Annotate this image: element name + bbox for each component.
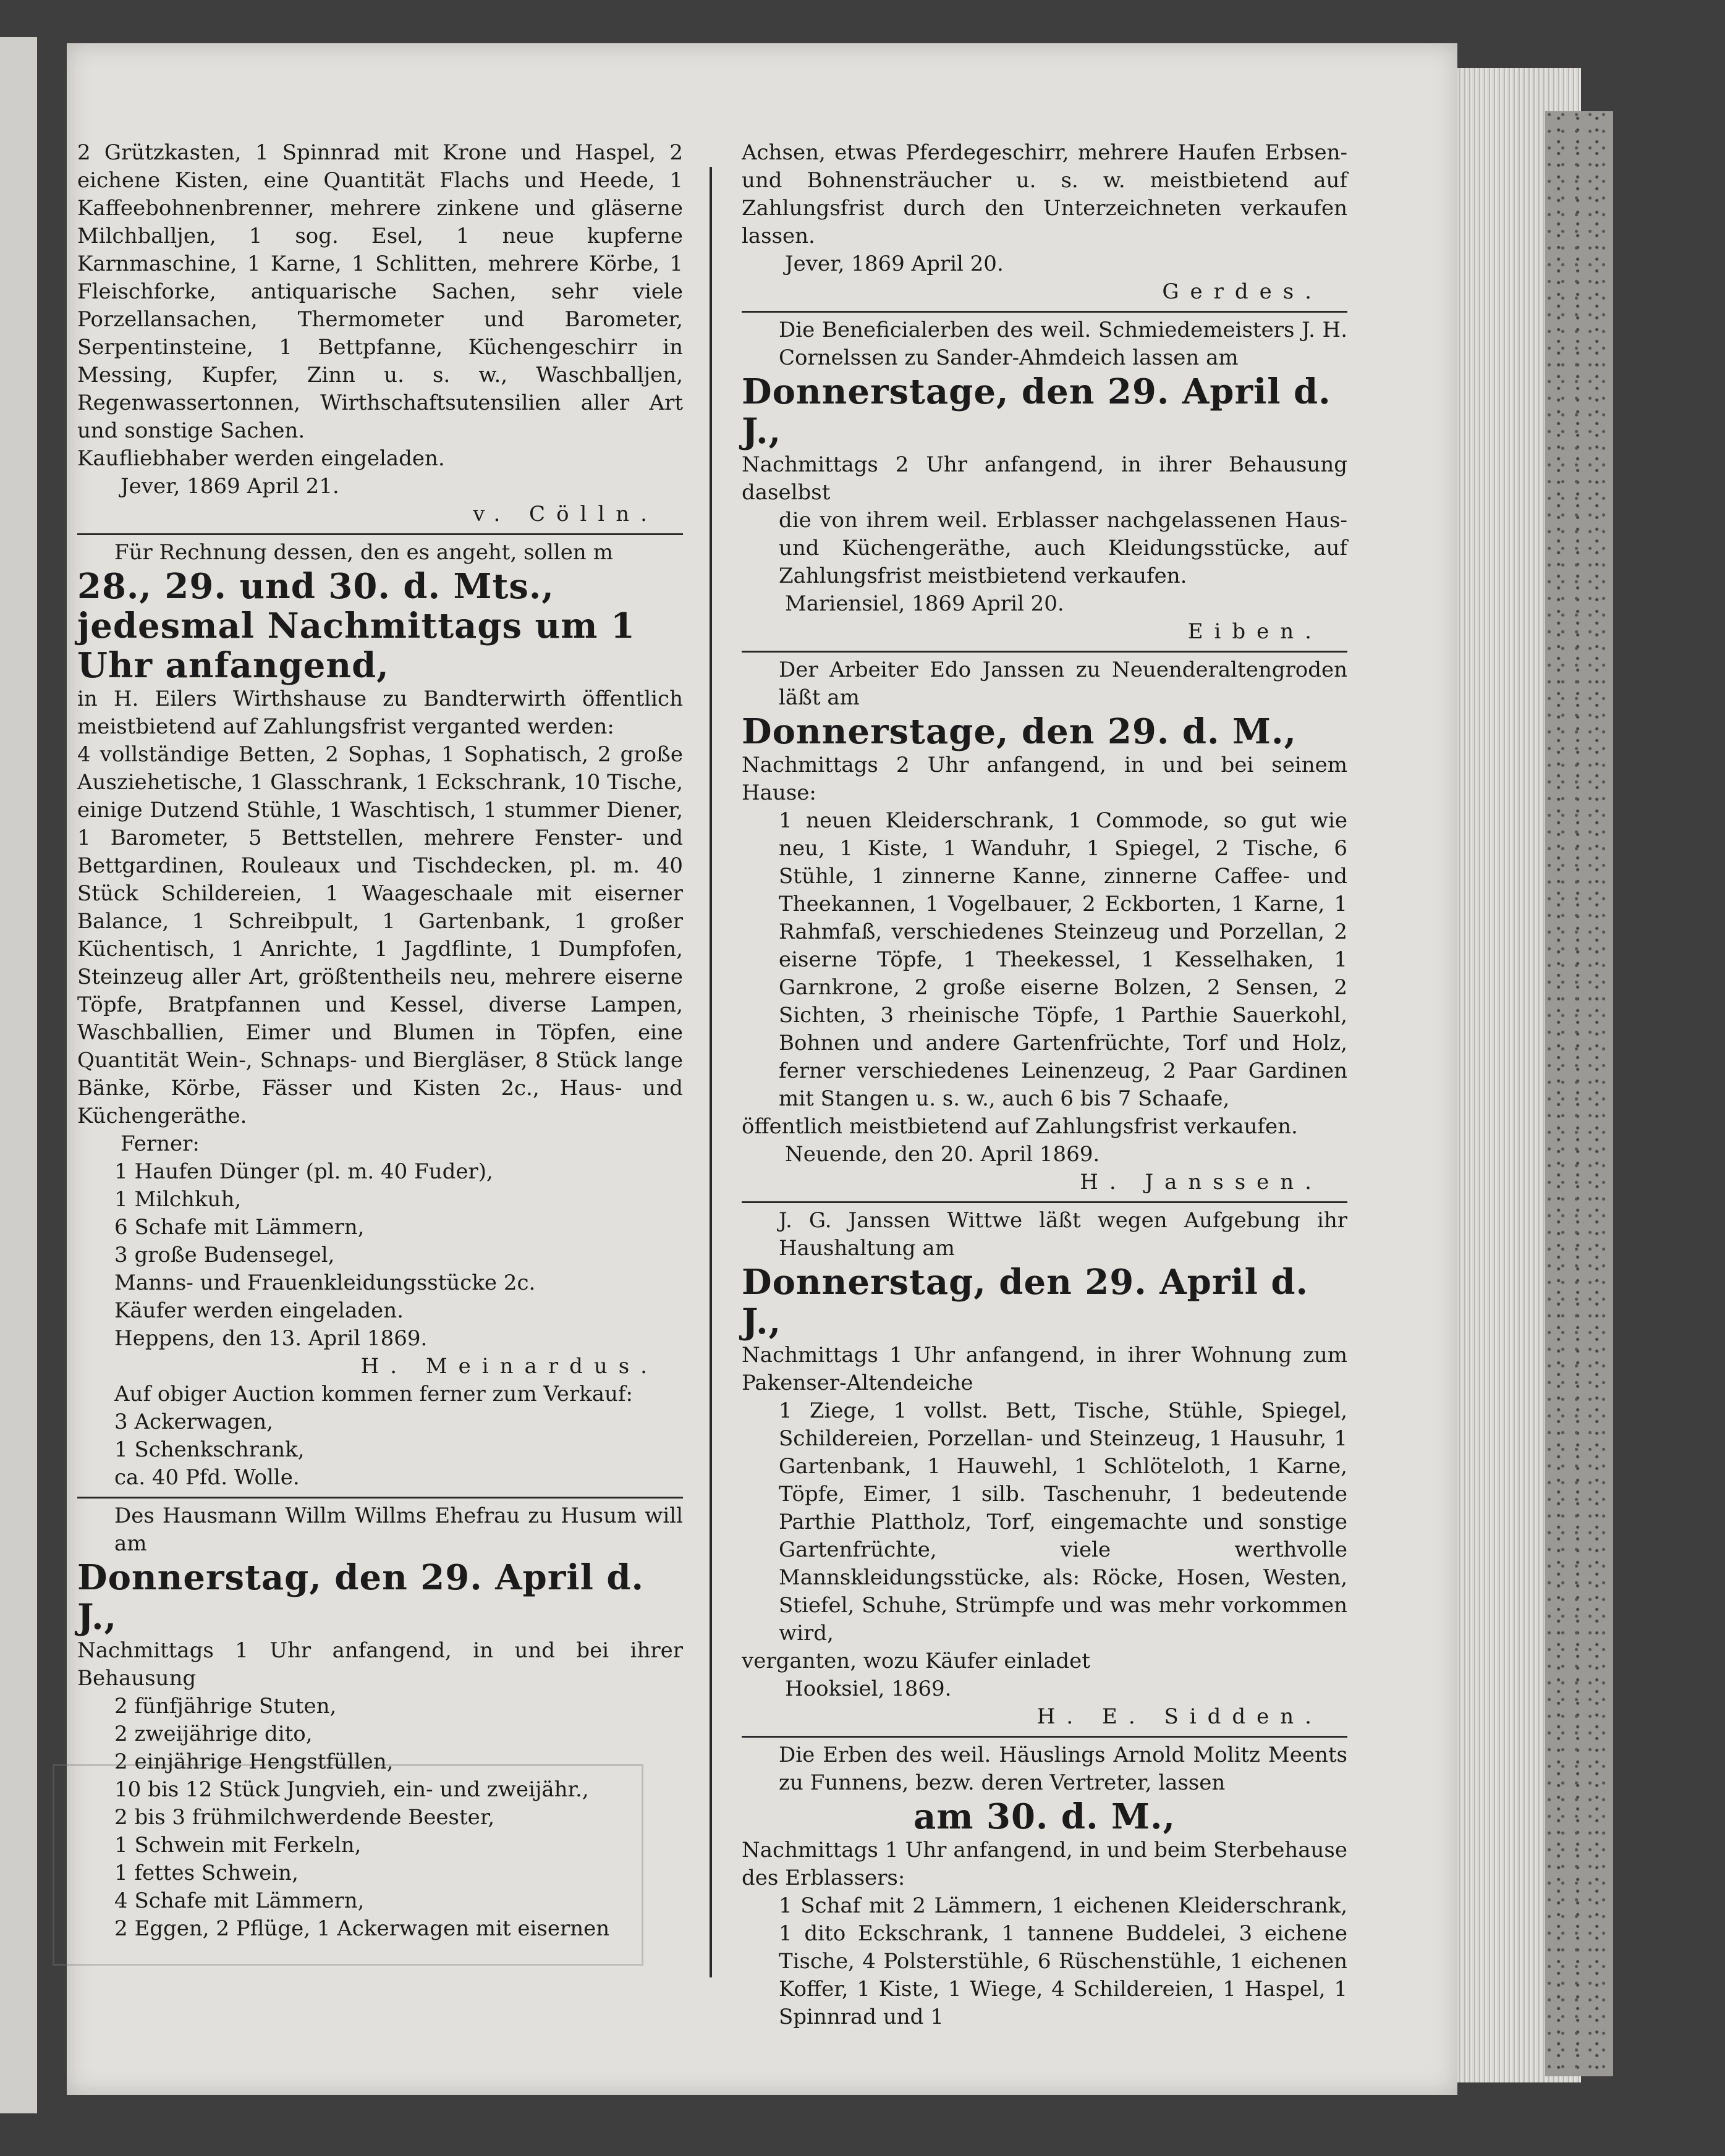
notice-item: 2 einjährige Hengstfüllen, xyxy=(114,1749,394,1774)
notice-intro: Für Rechnung dessen, den es angeht, sollen m xyxy=(114,540,613,565)
notice-date: Mariensiel, 1869 April 20. xyxy=(785,591,1064,616)
notice-item: 4 Schafe mit Lämmern, xyxy=(114,1888,365,1913)
notice-ferner-item: 6 Schafe mit Lämmern, xyxy=(114,1215,365,1240)
notice-ferner-heading: Ferner: xyxy=(121,1131,200,1156)
book-fore-edge xyxy=(1545,111,1613,2076)
left-column xyxy=(77,139,683,1943)
previous-page-edge xyxy=(0,37,37,2113)
notice-ferner-item: 1 Haufen Dünger (pl. m. 40 Fuder), xyxy=(114,1159,493,1184)
notice-item: 2 Eggen, 2 Pflüge, 1 Ackerwagen mit eisernen xyxy=(114,1916,610,1941)
notice-ferner-item: 3 große Budensegel, xyxy=(114,1243,335,1267)
notice-intro: J. G. Janssen Wittwe läßt wegen Aufgebung ihr Haushaltung am xyxy=(779,1208,1347,1261)
notice-separator xyxy=(742,1736,1347,1738)
notice-addendum: Auf obiger Auction kommen ferner zum Verkauf: xyxy=(114,1382,633,1406)
notice-items: die von ihrem weil. Erblasser nachgelassenen Haus- und Küchengeräthe, auch Kleidungsstücke, auf Zahlungsfrist meistbietend verkaufen. xyxy=(779,508,1347,588)
notice-body: Achsen, etwas Pferdegeschirr, mehrere Haufen Erbsen- und Bohnensträucher u. s. w. meistbietend auf Zahlungsfrist durch den Unterzeichneten verkaufen lassen. xyxy=(742,140,1347,248)
notice-intro: Der Arbeiter Edo Janssen zu Neuenderaltengroden läßt am xyxy=(779,657,1347,710)
notice-items: 4 vollständige Betten, 2 Sophas, 1 Sophatisch, 2 große Ausziehetische, 1 Glasschrank, 1 Eckschrank, 10 Tische, einige Dutzend Stühle, 1 Waschtisch, 1 stummer Diener, 1 Barometer, 5 Bettstellen, mehrere Fenster- und Bettgardinen, Rouleaux und Tischdecken, pl. m. 40 Stück Schildereien, 1 Waageschaale mit eiserner Balance, 1 Schreibpult, 1 Gartenbank, 1 großer Küchentisch, 1 Anrichte, 1 Jagdflinte, 1 Dumpfofen, Steinzeug aller Art, größtentheils neu, mehrere eiserne Töpfe, Bratpfannen und Kessel, diverse Lampen, Waschballien, Eimer und Blumen in Töpfen, eine Quantität Wein-, Schnaps- und Biergläser, 8 Stück lange Bänke, Körbe, Fässer und Kisten 2c., Haus- und Küchengeräthe. xyxy=(77,742,683,1128)
right-column xyxy=(742,139,1347,2031)
notice-signature: Gerdes. xyxy=(1162,279,1323,304)
notice-date: Heppens, den 13. April 1869. xyxy=(114,1326,428,1351)
notice-item: 2 fünfjährige Stuten, xyxy=(114,1694,337,1718)
notice-item: 1 Schwein mit Ferkeln, xyxy=(114,1833,362,1858)
auction-notice-janssen xyxy=(742,656,1347,1196)
notice-headline: 28., 29. und 30. d. Mts., jedesmal Nachmittags um 1 Uhr anfangend, xyxy=(77,566,635,686)
notice-ferner-item: 1 Milchkuh, xyxy=(114,1187,242,1212)
notice-addendum-item: ca. 40 Pfd. Wolle. xyxy=(114,1465,300,1490)
notice-location: in H. Eilers Wirthshause zu Bandterwirth öffentlich meistbietend auf Zahlungsfrist verganted werden: xyxy=(77,687,683,739)
auction-notice-meinardus xyxy=(77,539,683,1492)
notice-date: Neuende, den 20. April 1869. xyxy=(785,1142,1100,1167)
notice-body: 2 Grützkasten, 1 Spinnrad mit Krone und Haspel, 2 eichene Kisten, eine Quantität Flachs und Heede, 1 Kaffeebohnenbrenner, mehrere zinkene und gläserne Milchballjen, 1 sog. Esel, 1 neue kupferne Karnmaschine, 1 Karne, 1 Schlitten, mehrere Körbe, 1 Fleischforke, antiquarische Sachen, sehr viele Porzellansachen, Thermometer und Barometer, Serpentinsteine, 1 Bettpfanne, Küchengeschirr in Messing, Kupfer, Zinn u. s. w., Waschballjen, Regenwassertonnen, Wirthschaftsutensilien aller Art und sonstige Sachen. xyxy=(77,140,683,443)
notice-item: 10 bis 12 Stück Jungvieh, ein- und zweijähr., xyxy=(114,1777,589,1802)
notice-item: 2 zweijährige dito, xyxy=(114,1722,313,1746)
notice-date: Hooksiel, 1869. xyxy=(785,1676,952,1701)
notice-item: 2 bis 3 frühmilchwerdende Beester, xyxy=(114,1805,495,1830)
notice-time: Nachmittags 1 Uhr anfangend, in und beim Sterbehause des Erblassers: xyxy=(742,1838,1347,1890)
notice-ferner-item: Manns- und Frauenkleidungsstücke 2c. xyxy=(114,1270,536,1295)
notice-intro: Die Erben des weil. Häuslings Arnold Molitz Meents zu Funnens, bezw. deren Vertreter, lassen xyxy=(779,1743,1347,1795)
notice-headline: am 30. d. M., xyxy=(913,1796,1176,1837)
notice-addendum-item: 1 Schenkschrank, xyxy=(114,1437,305,1462)
auction-notice-gerdes xyxy=(742,139,1347,306)
notice-headline: Donnerstag, den 29. April d. J., xyxy=(77,1557,645,1638)
notice-signature: H. Janssen. xyxy=(1080,1170,1323,1194)
notice-closing: verganten, wozu Käufer einladet xyxy=(742,1649,1090,1673)
notice-date: Jever, 1869 April 20. xyxy=(785,252,1004,276)
notice-signature: Eiben. xyxy=(1187,619,1323,644)
notice-addendum-item: 3 Ackerwagen, xyxy=(114,1410,273,1434)
notice-time: Nachmittags 1 Uhr anfangend, in ihrer Wohnung zum Pakenser-Altendeiche xyxy=(742,1343,1347,1395)
notice-signature: H. Meinardus. xyxy=(360,1354,658,1379)
notice-time: Nachmittags 2 Uhr anfangend, in und bei seinem Hause: xyxy=(742,753,1347,805)
notice-signature: H. E. Sidden. xyxy=(1036,1704,1323,1729)
auction-notice-eiben xyxy=(742,316,1347,646)
column-divider xyxy=(710,167,712,1977)
auction-notice-willms xyxy=(77,1502,683,1943)
auction-notice-meents xyxy=(742,1741,1347,2031)
notice-headline: Donnerstag, den 29. April d. J., xyxy=(742,1262,1309,1342)
notice-buyers: Kaufliebhaber werden eingeladen. xyxy=(77,446,445,471)
notice-signature: v. Cölln. xyxy=(473,502,658,526)
notice-time: Nachmittags 2 Uhr anfangend, in ihrer Behausung daselbst xyxy=(742,452,1347,505)
notice-separator xyxy=(742,1201,1347,1203)
notice-time: Nachmittags 1 Uhr anfangend, in und bei ihrer Behausung xyxy=(77,1638,683,1691)
notice-item: 1 fettes Schwein, xyxy=(114,1861,299,1885)
notice-closing: öffentlich meistbietend auf Zahlungsfrist verkaufen. xyxy=(742,1114,1298,1139)
notice-items: 1 Schaf mit 2 Lämmern, 1 eichenen Kleiderschrank, 1 dito Eckschrank, 1 tannene Buddelei, 3 eichene Tische, 4 Polsterstühle, 6 Rüschenstühle, 1 eichenen Koffer, 1 Kiste, 1 Wiege, 4 Schildereien, 1 Haspel, 1 Spinnrad und 1 xyxy=(779,1893,1347,2029)
notice-buyers: Käufer werden eingeladen. xyxy=(114,1298,404,1323)
auction-notice-sidden xyxy=(742,1207,1347,1731)
notice-headline: Donnerstage, den 29. d. M., xyxy=(742,711,1297,752)
notice-separator xyxy=(77,1497,683,1499)
notice-items: 1 neuen Kleiderschrank, 1 Commode, so gut wie neu, 1 Kiste, 1 Wanduhr, 1 Spiegel, 2 Tische, 6 Stühle, 1 zinnerne Kanne, zinnerne Caffee- und Theekannen, 1 Vogelbauer, 2 Eckborten, 1 Karne, 1 Rahmfaß, verschiedenes Steinzeug und Porzellan, 2 eiserne Töpfe, 1 Theekessel, 1 Kesselhaken, 1 Garnkrone, 2 große eiserne Bolzen, 2 Sensen, 2 Sichten, 3 rheinische Töpfe, 1 Parthie Sauerkohl, Bohnen und andere Gartenfrüchte, Torf und Holz, ferner verschiedenes Leinenzeug, 2 Paar Gardinen mit Stangen u. s. w., auch 6 bis 7 Schaafe, xyxy=(779,808,1347,1111)
notice-separator xyxy=(77,533,683,535)
notice-intro: Die Beneficialerben des weil. Schmiedemeisters J. H. Cornelssen zu Sander-Ahmdeich lassen am xyxy=(779,318,1347,370)
auction-notice-coelln xyxy=(77,139,683,528)
notice-intro: Des Hausmann Willm Willms Ehefrau zu Husum will am xyxy=(114,1503,683,1556)
notice-headline: Donnerstage, den 29. April d. J., xyxy=(742,371,1331,452)
notice-date: Jever, 1869 April 21. xyxy=(121,474,339,499)
notice-items: 1 Ziege, 1 vollst. Bett, Tische, Stühle, Spiegel, Schildereien, Porzellan- und Steinzeug, 1 Hausuhr, 1 Gartenbank, 1 Hauwehl, 1 Schlöteloth, 1 Karne, Töpfe, Eimer, 1 silb. Taschenuhr, 1 bedeutende Parthie Plattholz, Torf, eingemachte und sonstige Gartenfrüchte, viele werthvolle Mannskleidungsstücke, als: Röcke, Hosen, Westen, Stiefel, Schuhe, Strümpfe und was mehr vorkommen wird, xyxy=(779,1398,1347,1646)
notice-separator xyxy=(742,651,1347,653)
notice-separator xyxy=(742,311,1347,313)
